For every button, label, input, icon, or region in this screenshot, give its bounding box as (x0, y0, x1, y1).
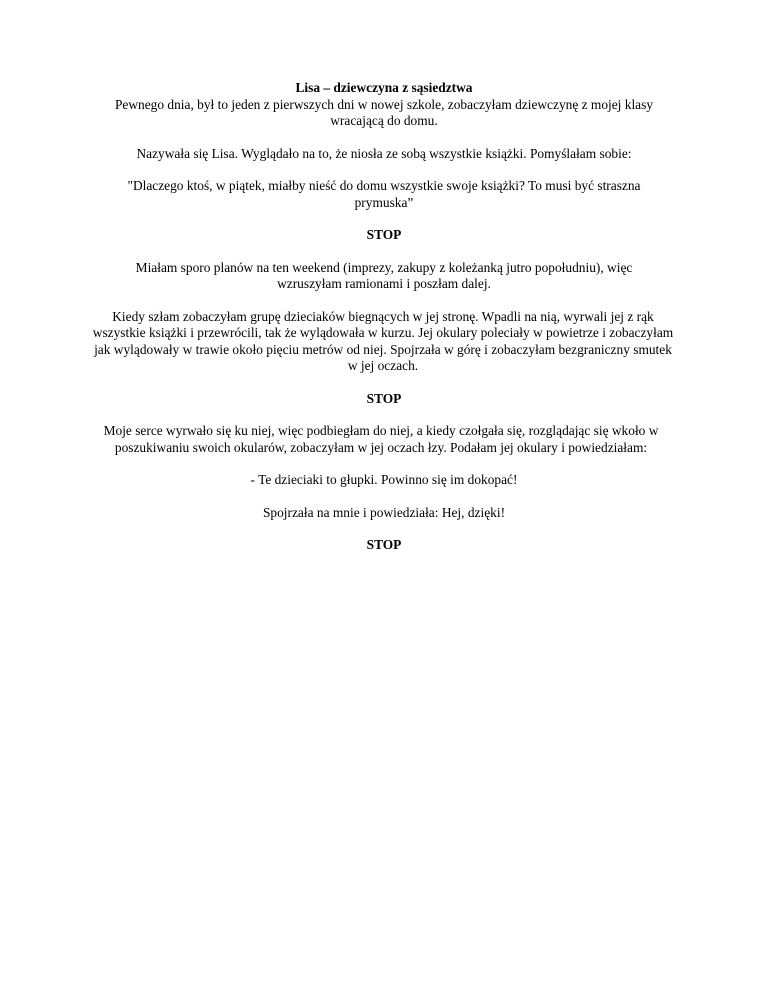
paragraph-thanks: Spojrzała na mnie i powiedziała: Hej, dzięki! (262, 504, 506, 520)
stop-label-3: STOP (366, 537, 402, 552)
paragraph-heart-ran: Moje serce wyrwało się ku niej, więc podbiegłam do niej, a kiedy czołgała się, rozglądając się wkoło w poszukiwaniu swoich okularów, zobaczyłam w jej oczach łzy. Podałam jej okulary i powiedziałam: (103, 423, 659, 455)
paragraph-first-day: Pewnego dnia, był to jeden z pierwszych dni w nowej szkole, zobaczyłam dziewczynę z mojej klasy wracającą do domu. (114, 96, 654, 128)
paragraph-name-lisa: Nazywała się Lisa. Wyglądało na to, że niosła ze sobą wszystkie książki. Pomyślałam sobie: (136, 145, 632, 161)
paragraph-question: "Dlaczego ktoś, w piątek, miałby nieść do domu wszystkie swoje książki? To musi być straszna prymuska” (127, 178, 641, 210)
paragraph-weekend-plans: Miałam sporo planów na ten weekend (imprezy, zakupy z koleżanką jutro popołudniu), więc wzruszyłam ramionami i poszłam dalej. (135, 259, 633, 291)
paragraph-kids-running: Kiedy szłam zobaczyłam grupę dzieciaków biegnących w jej stronę. Wpadli na nią, wyrwali jej z rąk wszystkie książki i przewrócili, tak że wylądowała w kurzu. Jej okulary poleciały w powietrze i zobaczyłam jak wylądowały w trawie około pięciu metrów od niej. Spojrzała w górę i zobaczyłam bezgraniczny smutek w jej oczach. (92, 308, 674, 373)
document-title: Lisa – dziewczyna z sąsiedztwa (295, 80, 473, 95)
paragraph-kids-are-jerks: - Te dzieciaki to głupki. Powinno się im dokopać! (250, 472, 518, 487)
stop-label-1: STOP (366, 227, 402, 242)
document-page (92, 80, 674, 554)
stop-label-2: STOP (366, 390, 402, 406)
